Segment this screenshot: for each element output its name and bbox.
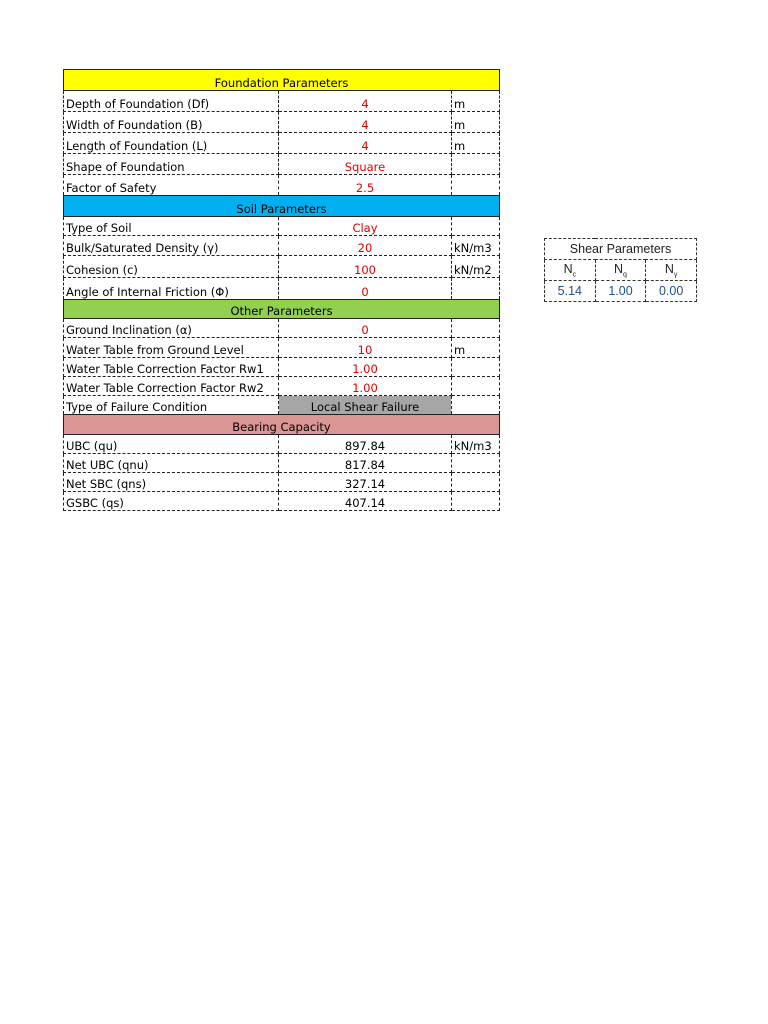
label-cohesion: Cohesion (c) (64, 256, 279, 278)
label-bulk-density: Bulk/Saturated Density (γ) (64, 236, 279, 256)
unit-angle-of-friction (452, 278, 500, 300)
label-depth-of-foundation: Depth of Foundation (Df) (64, 91, 279, 112)
value-nq: 1.00 (595, 281, 646, 302)
unit-failure-condition (452, 396, 500, 415)
label-type-of-soil: Type of Soil (64, 217, 279, 236)
input-depth-of-foundation[interactable]: 4 (279, 91, 452, 112)
input-bulk-density[interactable]: 20 (279, 236, 452, 256)
unit-depth-of-foundation: m (452, 91, 500, 112)
input-type-of-soil[interactable]: Clay (279, 217, 452, 236)
input-angle-of-friction[interactable]: 0 (279, 278, 452, 300)
unit-length-of-foundation: m (452, 133, 500, 154)
value-gsbc: 407.14 (279, 492, 452, 511)
label-ground-inclination: Ground Inclination (α) (64, 319, 279, 338)
unit-bulk-density: kN/m3 (452, 236, 500, 256)
unit-gsbc (452, 492, 500, 511)
header-ngamma: $N_\gamma$ (646, 260, 697, 281)
unit-net-sbc (452, 473, 500, 492)
label-factor-of-safety: Factor of Safety (64, 175, 279, 196)
shear-parameters-table (544, 238, 697, 302)
label-net-ubc: Net UBC (qnu) (64, 454, 279, 473)
label-correction-factor-rw2: Water Table Correction Factor Rw2 (64, 377, 279, 396)
label-net-sbc: Net SBC (qns) (64, 473, 279, 492)
unit-water-table: m (452, 338, 500, 358)
value-net-sbc: 327.14 (279, 473, 452, 492)
input-shape-of-foundation[interactable]: Square (279, 154, 452, 175)
unit-factor-of-safety (452, 175, 500, 196)
unit-ground-inclination (452, 319, 500, 338)
section-header-foundation: Foundation Parameters (64, 70, 500, 91)
failure-condition-dropdown[interactable]: Local Shear Failure (279, 396, 452, 415)
input-factor-of-safety[interactable]: 2.5 (279, 175, 452, 196)
label-width-of-foundation: Width of Foundation (B) (64, 112, 279, 133)
input-width-of-foundation[interactable]: 4 (279, 112, 452, 133)
label-shape-of-foundation: Shape of Foundation (64, 154, 279, 175)
input-ground-inclination[interactable]: 0 (279, 319, 452, 338)
value-correction-factor-rw2: 1.00 (279, 377, 452, 396)
section-header-other: Other Parameters (64, 300, 500, 319)
value-nc: 5.14 (545, 281, 596, 302)
value-correction-factor-rw1: 1.00 (279, 358, 452, 377)
label-correction-factor-rw1: Water Table Correction Factor Rw1 (64, 358, 279, 377)
section-header-bearing: Bearing Capacity (64, 415, 500, 435)
label-failure-condition: Type of Failure Condition (64, 396, 279, 415)
unit-cohesion: kN/m2 (452, 256, 500, 278)
header-nq: $N_q$ (595, 260, 646, 281)
calculation-table (63, 69, 500, 511)
unit-type-of-soil (452, 217, 500, 236)
unit-shape-of-foundation (452, 154, 500, 175)
unit-ubc: kN/m3 (452, 435, 500, 454)
input-cohesion[interactable]: 100 (279, 256, 452, 278)
input-water-table[interactable]: 10 (279, 338, 452, 358)
value-net-ubc: 817.84 (279, 454, 452, 473)
value-ubc: 897.84 (279, 435, 452, 454)
unit-width-of-foundation: m (452, 112, 500, 133)
label-angle-of-friction: Angle of Internal Friction (Φ) (64, 278, 279, 300)
input-length-of-foundation[interactable]: 4 (279, 133, 452, 154)
section-header-soil: Soil Parameters (64, 196, 500, 217)
unit-net-ubc (452, 454, 500, 473)
value-ngamma: 0.00 (646, 281, 697, 302)
unit-correction-factor-rw2 (452, 377, 500, 396)
label-water-table: Water Table from Ground Level (64, 338, 279, 358)
label-length-of-foundation: Length of Foundation (L) (64, 133, 279, 154)
unit-correction-factor-rw1 (452, 358, 500, 377)
shear-parameters-title: Shear Parameters (545, 239, 697, 260)
header-nc: $N_c$ (545, 260, 596, 281)
label-gsbc: GSBC (qs) (64, 492, 279, 511)
label-ubc: UBC (qu) (64, 435, 279, 454)
